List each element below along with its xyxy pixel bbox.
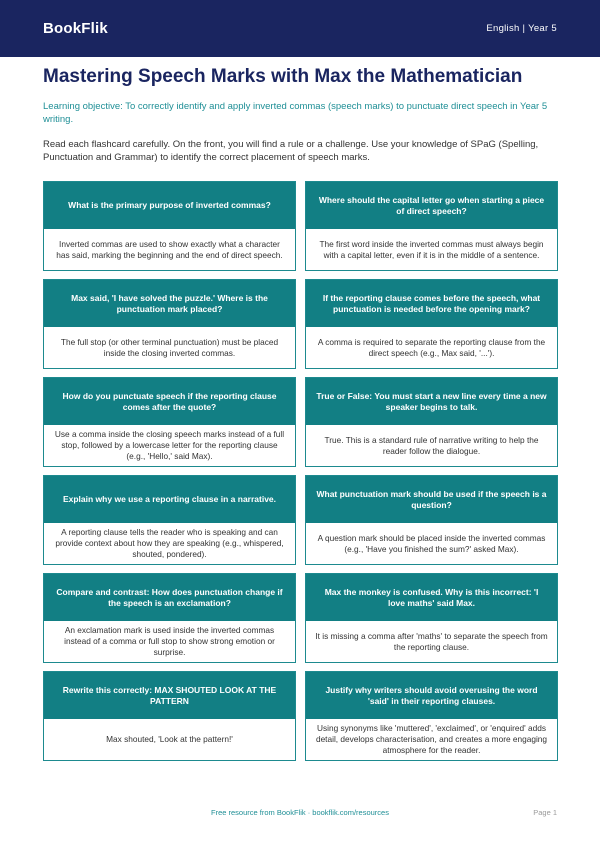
flashcard-question: What is the primary purpose of inverted commas? bbox=[44, 182, 295, 229]
flashcard bbox=[43, 279, 296, 369]
flashcard-answer: A comma is required to separate the reporting clause from the direct speech (e.g., Max said, '...'). bbox=[306, 327, 557, 368]
flashcard-answer: An exclamation mark is used inside the inverted commas instead of a comma or full stop to show strong emotion or surprise. bbox=[44, 621, 295, 662]
flashcard bbox=[43, 573, 296, 663]
flashcard-question: Explain why we use a reporting clause in a narrative. bbox=[44, 476, 295, 523]
flashcard-question: Max said, 'I have solved the puzzle.' Where is the punctuation mark placed? bbox=[44, 280, 295, 327]
flashcard-answer: A question mark should be placed inside the inverted commas (e.g., 'Have you finished the sum?' asked Max). bbox=[306, 523, 557, 564]
flashcard-question: Compare and contrast: How does punctuation change if the speech is an exclamation? bbox=[44, 574, 295, 621]
page-number: Page 1 bbox=[533, 808, 557, 817]
subject-year-label: English | Year 5 bbox=[486, 23, 557, 34]
flashcard bbox=[305, 475, 558, 565]
flashcard-question: Where should the capital letter go when starting a piece of direct speech? bbox=[306, 182, 557, 229]
header-bar bbox=[0, 0, 600, 57]
flashcard-answer: Use a comma inside the closing speech marks instead of a full stop, followed by a lowercase letter for the reporting clause (e.g., 'Hello,' said Max). bbox=[44, 425, 295, 466]
flashcard bbox=[305, 377, 558, 467]
brand-logo[interactable]: BookFlik bbox=[43, 20, 108, 37]
flashcard bbox=[43, 475, 296, 565]
flashcard-answer: True. This is a standard rule of narrative writing to help the reader follow the dialogue. bbox=[306, 425, 557, 466]
flashcard-question: Rewrite this correctly: MAX SHOUTED LOOK AT THE PATTERN bbox=[44, 672, 295, 719]
flashcard bbox=[43, 181, 296, 271]
flashcard bbox=[305, 181, 558, 271]
flashcard bbox=[43, 671, 296, 761]
flashcard-answer: A reporting clause tells the reader who is speaking and can provide context about how they are speaking (e.g., whispered, shouted, pondered). bbox=[44, 523, 295, 564]
flashcard bbox=[43, 377, 296, 467]
footer-link[interactable]: Free resource from BookFlik · bookflik.com/resources bbox=[211, 808, 389, 817]
flashcard-question: True or False: You must start a new line every time a new speaker begins to talk. bbox=[306, 378, 557, 425]
flashcard bbox=[305, 573, 558, 663]
flashcard bbox=[305, 279, 558, 369]
flashcard-answer: Using synonyms like 'muttered', 'exclaimed', or 'enquired' adds detail, develops characterisation, and creates a more engaging atmosphere for the reader. bbox=[306, 719, 557, 760]
learning-objective: Learning objective: To correctly identify and apply inverted commas (speech marks) to punctuate direct speech in Year 5 writing. bbox=[43, 101, 548, 125]
flashcard-answer: Inverted commas are used to show exactly what a character has said, marking the beginning and the end of direct speech. bbox=[44, 229, 295, 270]
flashcard bbox=[305, 671, 558, 761]
flashcard-answer: The first word inside the inverted commas must always begin with a capital letter, even if it is in the middle of a sentence. bbox=[306, 229, 557, 270]
page-title: Mastering Speech Marks with Max the Mathematician bbox=[43, 66, 523, 87]
flashcard-grid bbox=[43, 181, 558, 761]
intro-text: Read each flashcard carefully. On the front, you will find a rule or a challenge. Use your knowledge of SPaG (Spelling, Punctuation and Grammar) to identify the correct placement of speech marks. bbox=[43, 139, 539, 163]
flashcard-question: Max the monkey is confused. Why is this incorrect: 'I love maths' said Max. bbox=[306, 574, 557, 621]
flashcard-answer: The full stop (or other terminal punctuation) must be placed inside the closing inverted commas. bbox=[44, 327, 295, 368]
flashcard-question: If the reporting clause comes before the speech, what punctuation is needed before the opening mark? bbox=[306, 280, 557, 327]
flashcard-answer: Max shouted, 'Look at the pattern!' bbox=[44, 719, 295, 760]
flashcard-question: Justify why writers should avoid overusing the word 'said' in their reporting clauses. bbox=[306, 672, 557, 719]
flashcard-question: How do you punctuate speech if the reporting clause comes after the quote? bbox=[44, 378, 295, 425]
flashcard-question: What punctuation mark should be used if the speech is a question? bbox=[306, 476, 557, 523]
flashcard-answer: It is missing a comma after 'maths' to separate the speech from the reporting clause. bbox=[306, 621, 557, 662]
